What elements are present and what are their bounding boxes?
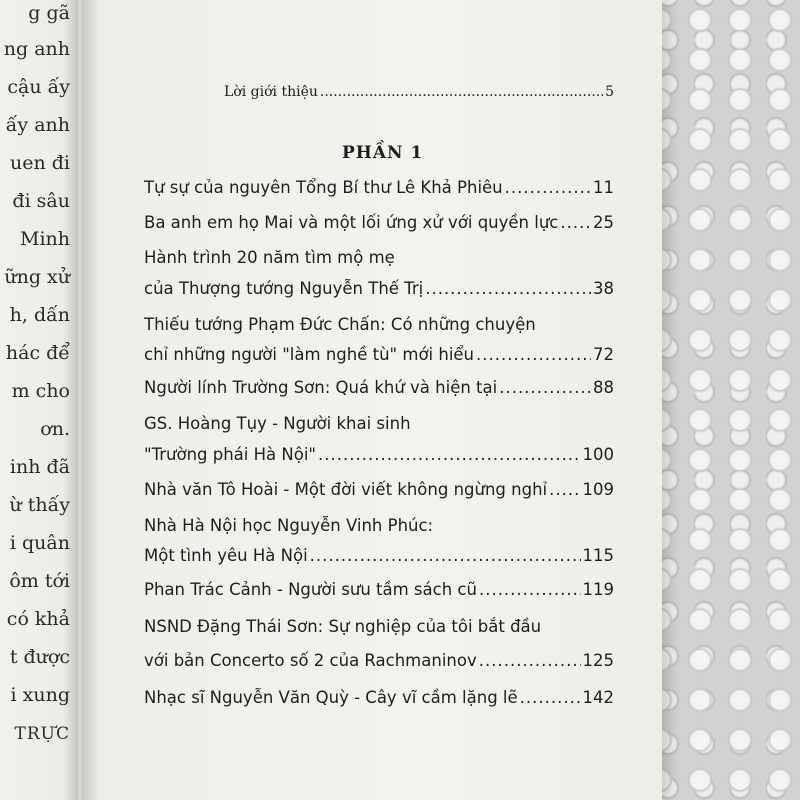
- toc-entry-page: 11: [593, 178, 614, 197]
- toc-entry-title: chỉ những người "làm nghề tù" mới hiểu: [144, 345, 475, 364]
- left-page-fragment: hác để: [5, 342, 70, 364]
- toc-entry: [144, 480, 614, 499]
- toc-entry: [144, 345, 614, 364]
- left-page-fragment: TRỰC: [14, 724, 70, 744]
- toc-leader-dots: [318, 445, 580, 464]
- left-page-fragment: cậu ấy: [7, 76, 70, 98]
- toc-entry-title: Nhạc sĩ Nguyễn Văn Quỳ - Cây vĩ cầm lặng lẽ: [144, 688, 518, 707]
- left-page-fragment: Minh: [19, 228, 70, 250]
- toc-entry: [144, 445, 614, 464]
- toc-leader-dots: [499, 378, 591, 397]
- left-book-page: [0, 0, 78, 800]
- toc-page: [82, 0, 662, 800]
- toc-entry-title-line: Hành trình 20 năm tìm mộ mẹ: [144, 248, 395, 267]
- toc-leader-dots: [425, 279, 591, 298]
- toc-entry-title: Tự sự của nguyên Tổng Bí thư Lê Khả Phiêu: [144, 178, 503, 197]
- toc-entry-title: "Trường phái Hà Nội": [144, 445, 317, 464]
- left-page-fragment: i xung: [10, 684, 70, 706]
- toc-entry: [144, 378, 614, 397]
- toc-leader-dots: [310, 546, 581, 565]
- left-page-fragment: ôm tới: [9, 570, 70, 592]
- toc-entry: [144, 651, 614, 670]
- toc-entry-title-line: NSND Đặng Thái Sơn: Sự nghiệp của tôi bắt đầu: [144, 617, 542, 636]
- toc-leader-dots: [549, 480, 580, 499]
- toc-entry-title: Ba anh em họ Mai và một lối ứng xử với quyền lực: [144, 213, 559, 232]
- toc-entry-title-line: GS. Hoàng Tụy - Người khai sinh: [144, 414, 411, 433]
- toc-entry: [144, 546, 614, 565]
- bubble-wrap-background: [640, 0, 800, 800]
- toc-entry-page: 88: [593, 378, 614, 397]
- toc-entry-page: 72: [593, 345, 614, 364]
- toc-intro-row: [224, 84, 614, 100]
- toc-entry: [144, 279, 614, 298]
- left-page-fragment: ơn.: [40, 418, 70, 440]
- toc-entry: [144, 178, 614, 197]
- left-page-fragment: uen đi: [10, 152, 70, 174]
- toc-entry: [144, 580, 614, 599]
- left-page-fragment: m cho: [11, 380, 70, 402]
- toc-intro-page: 5: [605, 84, 614, 100]
- toc-entry-page: 25: [593, 213, 614, 232]
- left-page-fragment: g gã: [28, 2, 70, 24]
- toc-leader-dots: [560, 213, 591, 232]
- toc-entry-page: 100: [582, 445, 614, 464]
- left-page-fragment: ấy anh: [5, 114, 70, 136]
- left-page-fragment: đi sâu: [12, 190, 70, 212]
- toc-entry-title: Người lính Trường Sơn: Quá khứ và hiện tại: [144, 378, 498, 397]
- toc-entry-page: 38: [593, 279, 614, 298]
- left-page-fragment: i quân: [9, 532, 70, 554]
- left-page-fragment: t được: [9, 646, 70, 668]
- toc-leader-dots: [520, 688, 581, 707]
- left-page-fragment: ững xử: [4, 266, 70, 288]
- toc-entry: [144, 213, 614, 232]
- toc-entry-page: 115: [582, 546, 614, 565]
- left-page-fragment: h, dấn: [9, 304, 70, 326]
- toc-leader-dots: [479, 651, 581, 670]
- toc-entry-title: Một tình yêu Hà Nội: [144, 546, 308, 565]
- toc-entry-title: của Thượng tướng Nguyễn Thế Trị: [144, 279, 424, 298]
- toc-entry-title: Phan Trác Cảnh - Người sưu tầm sách cũ: [144, 580, 477, 599]
- toc-entry-title-line: Thiếu tướng Phạm Đức Chấn: Có những chuyện: [144, 315, 536, 334]
- toc-leader-dots: [320, 84, 603, 100]
- toc-entry-title-line: Nhà Hà Nội học Nguyễn Vinh Phúc:: [144, 516, 434, 535]
- toc-entry: [144, 688, 614, 707]
- toc-entry-page: 109: [582, 480, 614, 499]
- toc-entry-page: 125: [582, 651, 614, 670]
- toc-entry-page: 119: [582, 580, 614, 599]
- left-page-fragment: inh đã: [9, 456, 70, 478]
- left-page-fragment: ng anh: [3, 38, 70, 60]
- left-page-fragment: ừ thấy: [9, 494, 70, 516]
- toc-leader-dots: [476, 345, 591, 364]
- toc-leader-dots: [505, 178, 591, 197]
- section-heading: PHẦN 1: [342, 143, 424, 163]
- left-page-fragment: có khả: [6, 608, 70, 630]
- toc-intro-title: Lời giới thiệu: [224, 84, 318, 100]
- toc-entry-title: Nhà văn Tô Hoài - Một đời viết không ngừng nghỉ: [144, 480, 548, 499]
- toc-leader-dots: [479, 580, 581, 599]
- toc-entry-page: 142: [582, 688, 614, 707]
- toc-entry-title: với bản Concerto số 2 của Rachmaninov: [144, 651, 477, 670]
